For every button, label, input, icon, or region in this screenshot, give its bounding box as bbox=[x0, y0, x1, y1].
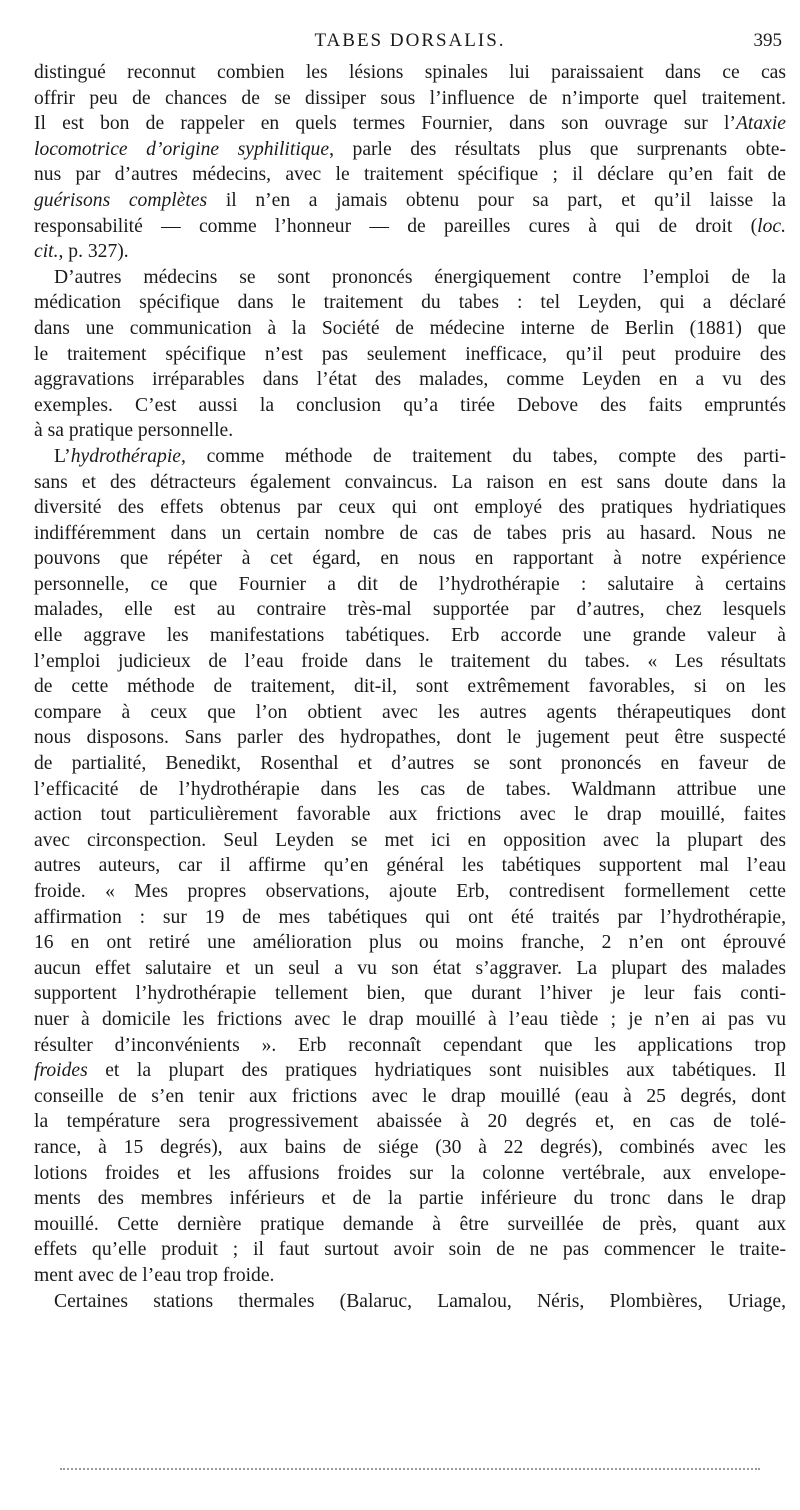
text-run: effets qu’elle produit ; il faut surtout avoir soin de ne pas commencer le traite- bbox=[34, 1239, 786, 1261]
text-run: il n’en a jamais obtenu pour sa part, et qu’il laisse la bbox=[207, 189, 786, 211]
text-line bbox=[34, 597, 786, 623]
text-line bbox=[34, 342, 786, 368]
text-line bbox=[34, 162, 786, 188]
text-run: nuer à domicile les frictions avec le drap mouillé à l’eau tiède ; je n’en ai pas vu bbox=[34, 1008, 786, 1030]
text-run: de partialité, Benedikt, Rosenthal et d’autres se sont prononcés en faveur de bbox=[34, 753, 786, 775]
text-line bbox=[34, 470, 786, 496]
text-line bbox=[34, 1007, 786, 1033]
text-run: L’ bbox=[54, 445, 71, 467]
text-line bbox=[34, 367, 786, 393]
text-run: personnelle, ce que Fournier a dit de l’hydrothérapie : salutaire à certains bbox=[34, 573, 786, 595]
text-run: le traitement spécifique n’est pas seulement inefficace, qu’il peut produire des bbox=[34, 343, 786, 365]
text-run: Certaines stations thermales (Balaruc, Lamalou, Néris, Plombières, Uriage, bbox=[54, 1290, 786, 1312]
text-run: à sa pratique personnelle. bbox=[34, 420, 234, 442]
text-line bbox=[34, 1186, 786, 1212]
text-line bbox=[34, 777, 786, 803]
text-line bbox=[34, 86, 786, 112]
text-run: affirmation : sur 19 de mes tabétiques qui ont été traités par l’hydrothérapie, bbox=[34, 906, 786, 928]
text-run: la température sera progressivement abaissée à 20 degrés et, en cas de tolé- bbox=[34, 1111, 786, 1133]
text-run: elle aggrave les manifestations tabétiques. Erb accorde une grande valeur à bbox=[34, 625, 786, 647]
running-title: TABES DORSALIS. bbox=[314, 30, 506, 51]
italic-run: cit. bbox=[34, 241, 59, 263]
text-run: nous disposons. Sans parler des hydropathes, dont le jugement peut être suspecté bbox=[34, 727, 786, 749]
text-line bbox=[34, 623, 786, 649]
text-run: supportent l’hydrothérapie tellement bien, que durant l’hiver je leur fais conti- bbox=[34, 983, 786, 1005]
text-line bbox=[34, 1135, 786, 1161]
text-line bbox=[34, 572, 786, 598]
text-line bbox=[34, 700, 786, 726]
text-run: pouvons que répéter à cet égard, en nous en rapportant à notre expérience bbox=[34, 548, 786, 570]
text-run: l’emploi judicieux de l’eau froide dans le traitement du tabes. « Les résultats bbox=[34, 650, 786, 672]
text-line bbox=[34, 802, 786, 828]
text-line bbox=[34, 1033, 786, 1059]
text-run: 16 en ont retiré une amélioration plus ou moins franche, 2 n’en ont éprouvé bbox=[34, 932, 786, 954]
text-line bbox=[34, 879, 786, 905]
text-run: , comme méthode de traitement du tabes, compte des parti- bbox=[181, 445, 786, 467]
text-run: aucun effet salutaire et un seul a vu son état s’aggraver. La plupart des malades bbox=[34, 957, 786, 979]
italic-run: froides bbox=[34, 1060, 88, 1082]
text-run: D’autres médecins se sont prononcés énergiquement contre l’emploi de la bbox=[54, 266, 786, 288]
text-run: , p. 327). bbox=[58, 241, 129, 263]
text-run: responsabilité — comme l’honneur — de pareilles cures à qui de droit ( bbox=[34, 215, 758, 237]
text-line bbox=[34, 495, 786, 521]
text-run: résulter d’inconvénients ». Erb reconnaît cependant que les applications trop bbox=[34, 1034, 786, 1056]
text-run: froide. « Mes propres observations, ajoute Erb, contredisent formellement cette bbox=[34, 881, 786, 902]
text-line bbox=[34, 930, 786, 956]
text-run: , parle des résultats plus que surprenants obte- bbox=[329, 138, 786, 160]
text-run: offrir peu de chances de se dissiper sous l’influence de n’importe quel traitement. bbox=[34, 87, 786, 109]
text-run: rance, à 15 degrés), aux bains de siége (30 à 22 degrés), combinés avec les bbox=[34, 1136, 786, 1158]
italic-run: hydrothérapie bbox=[70, 445, 181, 467]
text-line bbox=[34, 521, 786, 547]
italic-run: Ataxie bbox=[735, 113, 786, 135]
page-number: 395 bbox=[753, 30, 782, 51]
text-line bbox=[34, 316, 786, 342]
text-line bbox=[34, 1161, 786, 1187]
text-line bbox=[34, 1084, 786, 1110]
text-run: de cette méthode de traitement, dit-il, sont extrêmement favorables, si on les bbox=[34, 676, 786, 698]
text-line bbox=[34, 137, 786, 163]
text-run: nus par d’autres médecins, avec le traitement spécifique ; il déclare qu’en fait de bbox=[34, 164, 786, 186]
text-run: ment avec de l’eau trop froide. bbox=[34, 1264, 275, 1286]
text-line bbox=[34, 1289, 786, 1315]
text-line bbox=[34, 546, 786, 572]
text-run: avec circonspection. Seul Leyden se met ici en opposition avec la plupart des bbox=[34, 829, 786, 851]
text-line bbox=[34, 828, 786, 854]
text-run: mouillé. Cette dernière pratique demande à être surveillée de près, quant aux bbox=[34, 1213, 786, 1235]
text-run: diversité des effets obtenus par ceux qui ont employé des pratiques hydriatiques bbox=[34, 497, 786, 519]
text-run: et la plupart des pratiques hydriatiques sont nuisibles aux tabétiques. Il bbox=[87, 1060, 786, 1082]
text-line bbox=[34, 418, 786, 444]
text-line bbox=[34, 725, 786, 751]
italic-run: loc. bbox=[757, 215, 786, 237]
text-run: Il est bon de rappeler en quels termes Fournier, dans son ouvrage sur l’ bbox=[34, 113, 736, 135]
text-line bbox=[34, 60, 786, 86]
text-line bbox=[34, 1109, 786, 1135]
text-line bbox=[34, 853, 786, 879]
text-line bbox=[34, 1263, 786, 1289]
text-line bbox=[34, 188, 786, 214]
text-line bbox=[34, 649, 786, 675]
text-run: indifféremment dans un certain nombre de cas de tabes pris au hasard. Nous ne bbox=[34, 522, 786, 544]
text-run: ments des membres inférieurs et de la partie inférieure du tronc dans le drap bbox=[34, 1188, 786, 1210]
text-run: action tout particulièrement favorable aux frictions avec le drap mouillé, faites bbox=[34, 804, 786, 826]
text-line bbox=[34, 444, 786, 470]
text-run: aggravations irréparables dans l’état des malades, comme Leyden en a vu des bbox=[34, 369, 786, 391]
text-line bbox=[34, 111, 786, 137]
text-run: exemples. C’est aussi la conclusion qu’a tirée Debove des faits empruntés bbox=[34, 394, 786, 416]
text-run: dans une communication à la Société de médecine interne de Berlin (1881) que bbox=[34, 317, 786, 339]
footer-rule bbox=[60, 1468, 760, 1470]
book-page bbox=[34, 26, 786, 1314]
italic-run: locomotrice d’origine syphilitique bbox=[34, 138, 330, 160]
text-line bbox=[34, 214, 786, 240]
text-run: distingué reconnut combien les lésions spinales lui paraissaient dans ce cas bbox=[34, 62, 786, 83]
body-text bbox=[34, 60, 786, 1314]
text-run: conseille de s’en tenir aux frictions avec le drap mouillé (eau à 25 degrés, dont bbox=[34, 1085, 786, 1107]
text-line bbox=[34, 1237, 786, 1263]
text-line bbox=[34, 956, 786, 982]
text-line bbox=[34, 265, 786, 291]
text-run: autres auteurs, car il affirme qu’en général les tabétiques supportent mal l’eau bbox=[34, 855, 786, 877]
page-header bbox=[34, 26, 786, 60]
text-line bbox=[34, 1058, 786, 1084]
text-line bbox=[34, 751, 786, 777]
text-run: malades, elle est au contraire très-mal supportée par d’autres, chez lesquels bbox=[34, 599, 786, 621]
text-line bbox=[34, 393, 786, 419]
text-line bbox=[34, 290, 786, 316]
text-line bbox=[34, 1212, 786, 1238]
text-run: lotions froides et les affusions froides sur la colonne vertébrale, aux envelope- bbox=[34, 1162, 786, 1184]
text-line bbox=[34, 239, 786, 265]
italic-run: guérisons complètes bbox=[34, 189, 208, 211]
text-line bbox=[34, 905, 786, 931]
text-run: sans et des détracteurs également convaincus. La raison en est sans doute dans la bbox=[34, 471, 786, 493]
text-run: l’efficacité de l’hydrothérapie dans les cas de tabes. Waldmann attribue une bbox=[34, 778, 786, 800]
text-line bbox=[34, 981, 786, 1007]
text-line bbox=[34, 674, 786, 700]
text-run: médication spécifique dans le traitement du tabes : tel Leyden, qui a déclaré bbox=[34, 292, 786, 314]
text-run: compare à ceux que l’on obtient avec les autres agents thérapeutiques dont bbox=[34, 701, 786, 723]
